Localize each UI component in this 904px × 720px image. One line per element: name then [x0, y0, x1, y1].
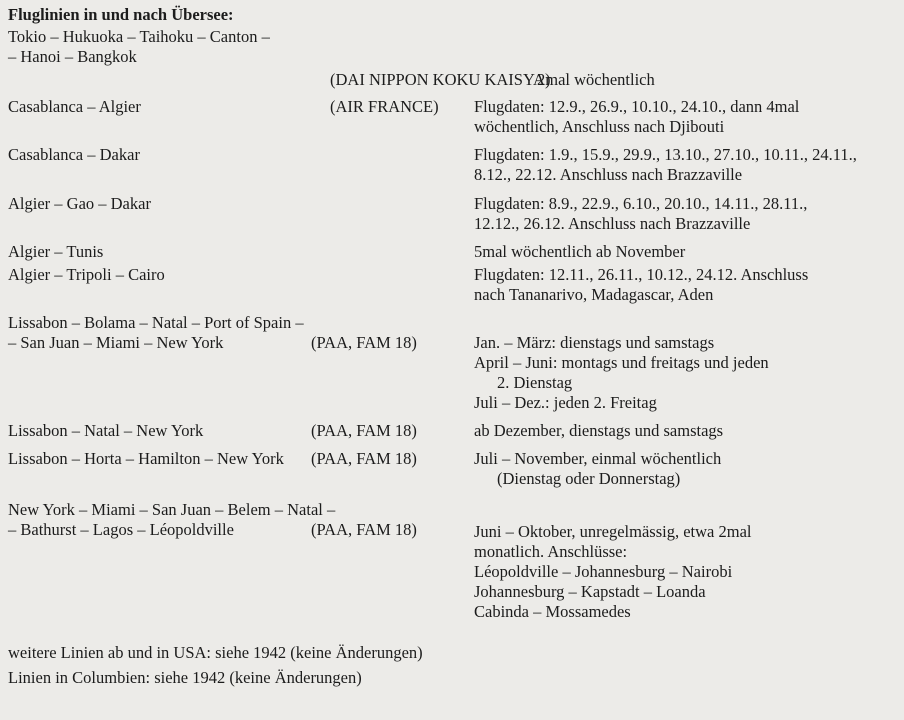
operator-tokio: (DAI NIPPON KOKU KAISYA)	[330, 70, 551, 89]
route-algier-tunis: Algier – Tunis	[8, 242, 104, 261]
route-casablanca-algier: Casablanca – Algier	[8, 97, 141, 116]
schedule-casablanca-dakar-1: Flugdaten: 1.9., 15.9., 29.9., 13.10., 27.10., 10.11., 24.11.,	[474, 145, 857, 164]
footer-note-columbien: Linien in Columbien: siehe 1942 (keine Änderungen)	[8, 668, 362, 687]
schedule-lissabon-horta-1: Juli – November, einmal wöchentlich	[474, 449, 722, 468]
route-lissabon-sanjuan-line-1: Lissabon – Bolama – Natal – Port of Spain –	[8, 313, 304, 332]
operator-lissabon-sanjuan: (PAA, FAM 18)	[311, 333, 417, 352]
operator-lissabon-horta: (PAA, FAM 18)	[311, 449, 417, 468]
route-casablanca-dakar: Casablanca – Dakar	[8, 145, 140, 164]
connection-newyork-1: Léopoldville – Johannesburg – Nairobi	[474, 562, 733, 581]
route-tokio-line-1: Tokio – Hukuoka – Taihoku – Canton –	[8, 27, 270, 46]
schedule-newyork-2: monatlich. Anschlüsse:	[474, 542, 628, 561]
schedule-algier-gao-dakar-1: Flugdaten: 8.9., 22.9., 6.10., 20.10., 14.11., 28.11.,	[474, 194, 808, 213]
schedule-casablanca-algier-2: wöchentlich, Anschluss nach Djibouti	[474, 117, 725, 136]
route-lissabon-natal-newyork: Lissabon – Natal – New York	[8, 421, 204, 440]
schedule-casablanca-dakar-2: 8.12., 22.12. Anschluss nach Brazzaville	[474, 165, 743, 184]
section-heading: Fluglinien in und nach Übersee:	[8, 5, 234, 24]
schedule-lissabon-sanjuan-3: 2. Dienstag	[497, 373, 573, 392]
schedule-casablanca-algier-1: Flugdaten: 12.9., 26.9., 10.10., 24.10., dann 4mal	[474, 97, 800, 116]
route-lissabon-sanjuan-line-2: – San Juan – Miami – New York	[8, 333, 224, 352]
route-lissabon-horta: Lissabon – Horta – Hamilton – New York	[8, 449, 284, 468]
schedule-algier-tunis: 5mal wöchentlich ab November	[474, 242, 686, 261]
route-newyork-line-2: – Bathurst – Lagos – Léopoldville	[8, 520, 234, 539]
schedule-algier-tripoli-cairo-2: nach Tananarivo, Madagascar, Aden	[474, 285, 714, 304]
operator-lissabon-natal: (PAA, FAM 18)	[311, 421, 417, 440]
schedule-newyork-1: Juni – Oktober, unregelmässig, etwa 2mal	[474, 522, 752, 541]
schedule-algier-gao-dakar-2: 12.12., 26.12. Anschluss nach Brazzaville	[474, 214, 751, 233]
connection-newyork-3: Cabinda – Mossamedes	[474, 602, 631, 621]
route-algier-tripoli-cairo: Algier – Tripoli – Cairo	[8, 265, 165, 284]
schedule-lissabon-horta-2: (Dienstag oder Donnerstag)	[497, 469, 681, 488]
schedule-lissabon-sanjuan-4: Juli – Dez.: jeden 2. Freitag	[474, 393, 657, 412]
footer-note-usa: weitere Linien ab und in USA: siehe 1942 (keine Änderungen)	[8, 643, 423, 662]
schedule-algier-tripoli-cairo-1: Flugdaten: 12.11., 26.11., 10.12., 24.12. Anschluss	[474, 265, 809, 284]
route-algier-gao-dakar: Algier – Gao – Dakar	[8, 194, 151, 213]
schedule-lissabon-natal: ab Dezember, dienstags und samstags	[474, 421, 724, 440]
connection-newyork-2: Johannesburg – Kapstadt – Loanda	[474, 582, 706, 601]
schedule-tokio: 2mal wöchentlich	[537, 70, 655, 89]
route-newyork-line-1: New York – Miami – San Juan – Belem – Natal –	[8, 500, 336, 519]
operator-casablanca-algier: (AIR FRANCE)	[330, 97, 439, 116]
schedule-lissabon-sanjuan-1: Jan. – März: dienstags und samstags	[474, 333, 715, 352]
schedule-lissabon-sanjuan-2: April – Juni: montags und freitags und jeden	[474, 353, 769, 372]
operator-newyork: (PAA, FAM 18)	[311, 520, 417, 539]
route-tokio-line-2: – Hanoi – Bangkok	[8, 47, 137, 66]
